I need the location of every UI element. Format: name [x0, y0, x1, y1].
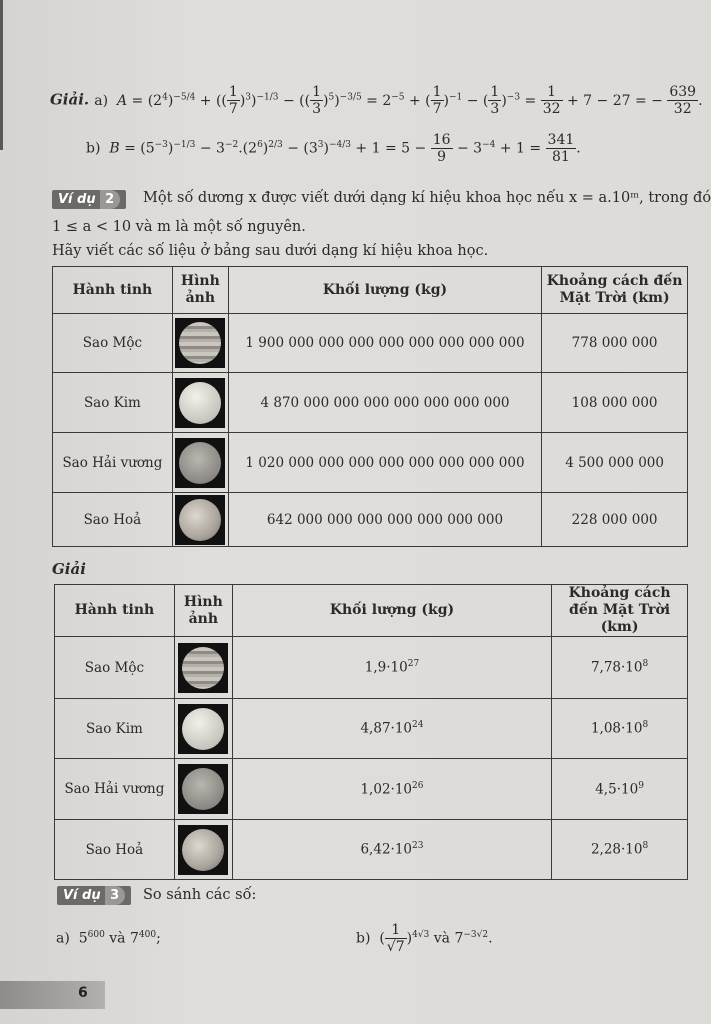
planet-image-cell: [174, 820, 232, 880]
solution-b-math: b) $B = (5^{-3})^{-1/3} - 3^{-2}.(2^6)^{2/3} - (3^3)^{-4/3} + 1 = 5$ − $\frac{16}{9}$ − $3^{-4} + 1$ = $\frac{341}{81}$ .: [86, 132, 581, 165]
planet-mass: 1 900 000 000 000 000 000 000 000 000: [228, 314, 541, 373]
planet-mass: 1 020 000 000 000 000 000 000 000 000: [228, 433, 541, 493]
table-row: [53, 493, 688, 547]
planet-name: Sao Hải vương: [53, 433, 173, 493]
example3-badge-number: 3: [105, 886, 125, 905]
planet-scientific-table: [54, 584, 688, 880]
planet-name: Sao Hải vương: [55, 759, 175, 820]
planet-mass-scientific: $6,42\cdot 10^{23}$: [232, 820, 551, 880]
solution-a-line: [50, 84, 703, 117]
page-fold-shadow: [0, 0, 3, 150]
planet-name: Sao Mộc: [55, 637, 175, 699]
distance-exponent: 8: [642, 841, 649, 852]
planet-distance: 108 000 000: [542, 373, 688, 433]
example2-line1: Một số dương x được viết dưới dạng kí hiệu khoa học nếu x = a.10ᵐ, trong đó: [143, 190, 711, 206]
example3-part-b: b) ( $\frac{1}{√7}$ )$^{4√3}$ và $7^{-3√2}$.: [356, 922, 493, 955]
planet-name: Sao Kim: [55, 699, 175, 759]
planet-distance: 4 500 000 000: [542, 433, 688, 493]
mass-exponent: 27: [407, 659, 420, 670]
neptune-image: [178, 764, 228, 814]
table-row: [55, 637, 688, 699]
distance-mantissa: 4,5: [595, 781, 617, 798]
example3-text: So sánh các số:: [143, 887, 257, 903]
header-distance: Khoảng cách đến Mặt Trời (km): [552, 585, 688, 637]
neptune-image: [175, 438, 225, 488]
planet-name: Sao Mộc: [53, 314, 173, 373]
planet-image-cell: [172, 433, 228, 493]
mars-image: [175, 495, 225, 545]
planet-image-cell: [174, 699, 232, 759]
header-planet: Hành tinh: [53, 267, 173, 314]
planet-image-cell: [172, 314, 228, 373]
planet-name: Sao Kim: [53, 373, 173, 433]
mass-mantissa: 6,42: [360, 841, 391, 858]
planet-mass-scientific: $1,02\cdot 10^{26}$: [232, 759, 551, 820]
table-row: [53, 373, 688, 433]
planet-mass: 642 000 000 000 000 000 000 000: [228, 493, 541, 547]
example3-part-a: a) $5^{600}$ và $7^{400}$;: [56, 930, 161, 947]
table-row: [53, 433, 688, 493]
planet-image-cell: [174, 759, 232, 820]
planet-data-table: [52, 266, 688, 547]
distance-mantissa: 1,08: [590, 720, 621, 737]
page-number: 6: [78, 985, 88, 1001]
mars-image: [178, 825, 228, 875]
distance-exponent: 8: [642, 659, 649, 670]
example3-badge: [57, 886, 131, 905]
planet-image-cell: [174, 637, 232, 699]
mass-exponent: 26: [412, 780, 424, 791]
header-image: Hình ảnh: [172, 267, 228, 314]
jupiter-image: [178, 643, 228, 693]
page-number-bar: [0, 981, 105, 1009]
venus-image: [175, 378, 225, 428]
planet-distance-scientific: $2,28\cdot 10^8$: [552, 820, 688, 880]
header-mass: Khối lượng (kg): [228, 267, 541, 314]
table-header-row: [55, 585, 688, 637]
solution2-label: Giải: [52, 560, 86, 578]
table-row: [53, 314, 688, 373]
planet-distance: 778 000 000: [542, 314, 688, 373]
jupiter-image: [175, 318, 225, 368]
planet-distance-scientific: $4,5\cdot 10^9$: [552, 759, 688, 820]
planet-distance-scientific: $1,08\cdot 10^8$: [552, 699, 688, 759]
example2-badge-number: 2: [100, 190, 120, 209]
venus-image: [178, 704, 228, 754]
example3-badge-label: Ví dụ: [63, 888, 101, 903]
header-image: Hình ảnh: [174, 585, 232, 637]
mass-mantissa: 4,87: [360, 720, 391, 737]
table-row: [55, 820, 688, 880]
mass-exponent: 24: [412, 720, 424, 731]
distance-exponent: 8: [642, 720, 649, 731]
example2-line3: Hãy viết các số liệu ở bảng sau dưới dạng kí hiệu khoa học.: [52, 243, 489, 259]
solution-a-math: a) $A = (2^4)^{-5/4}$ + (( $\frac{1}{7}$ )$^3$)$^{-1/3}$ − (( $\frac{1}{3}$ )$^5)^{-3/5} = 2^{-5}$ + ( $\frac{1}{7}$ )$^{-1}$ − ( $\frac{1}{3}$ )$^{-3}$ = $\frac{1}{32}$ + 7 − 27 = − $\frac{639}{32}$ .: [94, 84, 703, 117]
table-row: [55, 699, 688, 759]
distance-mantissa: 7,78: [590, 659, 621, 676]
mass-mantissa: 1,9: [364, 659, 387, 676]
header-distance: Khoảng cách đến Mặt Trời (km): [542, 267, 688, 314]
example2-badge-label: Ví dụ: [58, 192, 96, 207]
header-planet: Hành tinh: [55, 585, 175, 637]
planet-name: Sao Hoả: [55, 820, 175, 880]
table-row: [55, 759, 688, 820]
example2-badge: [52, 190, 126, 209]
planet-mass-scientific: $4,87\cdot 10^{24}$: [232, 699, 551, 759]
distance-exponent: 9: [638, 780, 644, 791]
table-header-row: [53, 267, 688, 314]
planet-image-cell: [172, 373, 228, 433]
planet-image-cell: [172, 493, 228, 547]
mass-mantissa: 1,02: [360, 781, 391, 798]
distance-mantissa: 2,28: [590, 841, 621, 858]
planet-mass: 4 870 000 000 000 000 000 000 000: [228, 373, 541, 433]
mass-exponent: 23: [412, 841, 424, 852]
planet-name: Sao Hoả: [53, 493, 173, 547]
header-mass: Khối lượng (kg): [232, 585, 551, 637]
example2-line2: 1 ≤ a < 10 và m là một số nguyên.: [52, 219, 306, 235]
planet-distance-scientific: $7,78\cdot 10^8$: [552, 637, 688, 699]
solution-label: Giải.: [50, 90, 90, 109]
planet-distance: 228 000 000: [542, 493, 688, 547]
planet-mass-scientific: $1,9\cdot 10^{27}$: [232, 637, 551, 699]
